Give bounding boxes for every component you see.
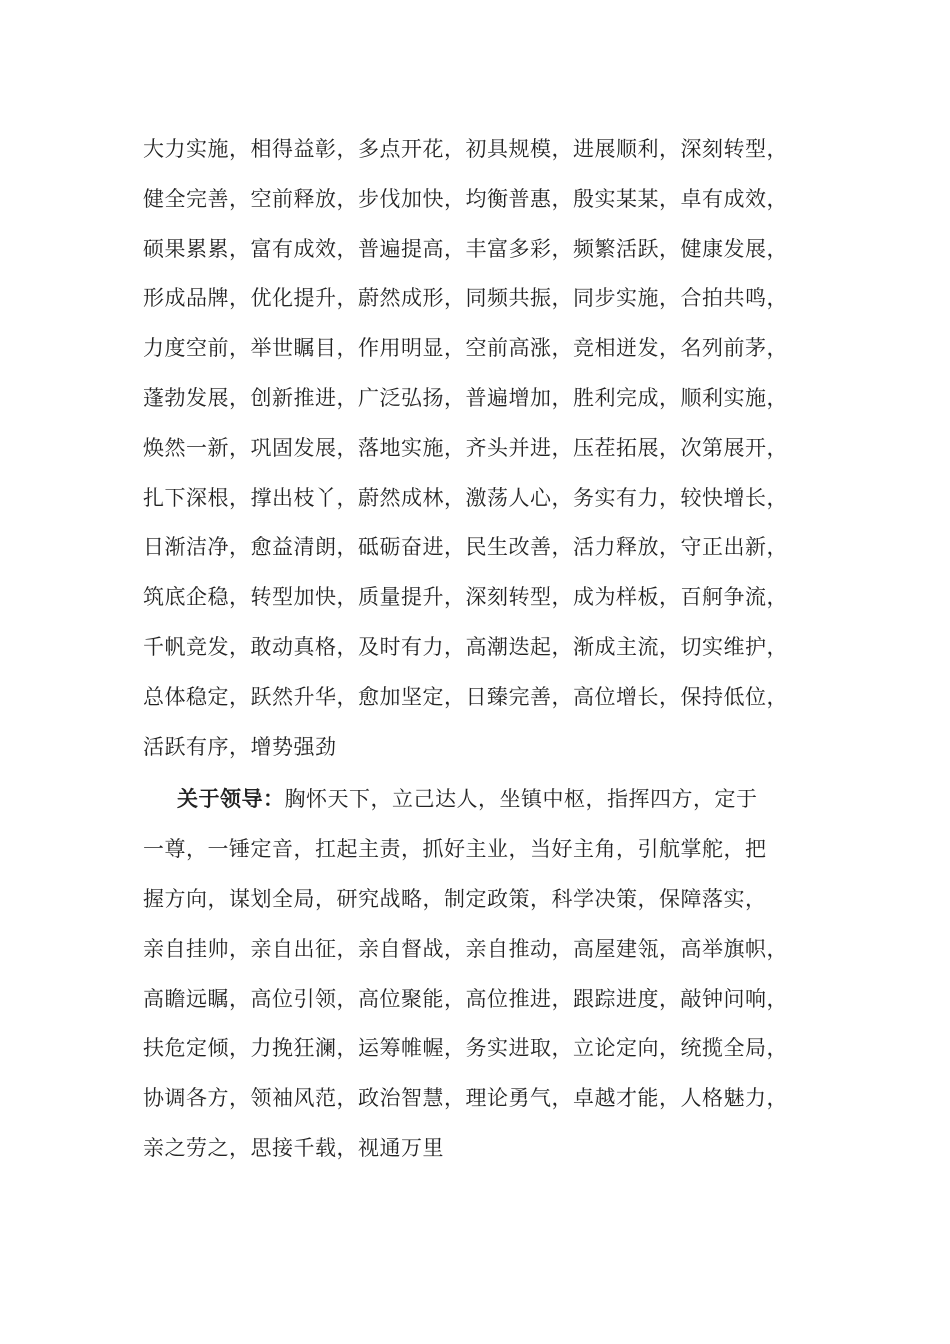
text-line: 蓬勃发展，创新推进，广泛弘扬，普遍增加，胜利完成，顺利实施，	[143, 385, 788, 410]
text-line: 总体稳定，跃然升华，愈加坚定，日臻完善，高位增长，保持低位，	[143, 684, 788, 709]
paragraph-achievements	[143, 125, 823, 772]
text-line: 一尊，一锤定音，扛起主责，抓好主业，当好主角，引航掌舵，把	[143, 837, 767, 862]
text-line: 筑底企稳，转型加快，质量提升，深刻转型，成为样板，百舸争流，	[143, 585, 788, 610]
text-line: 形成品牌，优化提升，蔚然成形，同频共振，同步实施，合拍共鸣，	[143, 286, 788, 311]
text-line: 握方向，谋划全局，研究战略，制定政策，科学决策，保障落实，	[143, 886, 767, 911]
text-line: 协调各方，领袖风范，政治智慧，理论勇气，卓越才能，人格魅力，	[143, 1086, 788, 1111]
text-line: 活跃有序，增势强劲	[143, 734, 337, 759]
text-line: 高瞻远瞩，高位引领，高位聚能，高位推进，跟踪进度，敲钟问响，	[143, 986, 788, 1011]
text-line: 健全完善，空前释放，步伐加快，均衡普惠，殷实某某，卓有成效，	[143, 186, 788, 211]
text-run: 胸怀天下，立己达人，坐镇中枢，指挥四方，定于	[284, 787, 758, 812]
text-line: 扎下深根，撑出枝丫，蔚然成林，激荡人心，务实有力，较快增长，	[143, 485, 788, 510]
section-heading: 关于领导：	[177, 787, 285, 812]
text-line-first	[143, 775, 823, 825]
text-line: 日渐洁净，愈益清朗，砥砺奋进，民生改善，活力释放，守正出新，	[143, 535, 788, 560]
text-line: 亲自挂帅，亲自出征，亲自督战，亲自推动，高屋建瓴，高举旗帜，	[143, 936, 788, 961]
document-body	[143, 125, 823, 1174]
text-line: 千帆竞发，敢动真格，及时有力，高潮迭起，渐成主流，切实维护，	[143, 634, 788, 659]
text-line: 大力实施，相得益彰，多点开花，初具规模，进展顺利，深刻转型，	[143, 137, 788, 161]
text-line: 焕然一新，巩固发展，落地实施，齐头并进，压茬拓展，次第展开，	[143, 435, 788, 460]
text-line: 扶危定倾，力挽狂澜，运筹帷幄，务实进取，立论定向，统揽全局，	[143, 1036, 788, 1061]
paragraph-leadership	[143, 775, 823, 1173]
text-line: 力度空前，举世瞩目，作用明显，空前高涨，竞相迸发，名列前茅，	[143, 336, 788, 361]
text-line: 亲之劳之，思接千载，视通万里	[143, 1135, 444, 1160]
text-line: 硕果累累，富有成效，普遍提高，丰富多彩，频繁活跃，健康发展，	[143, 236, 788, 261]
